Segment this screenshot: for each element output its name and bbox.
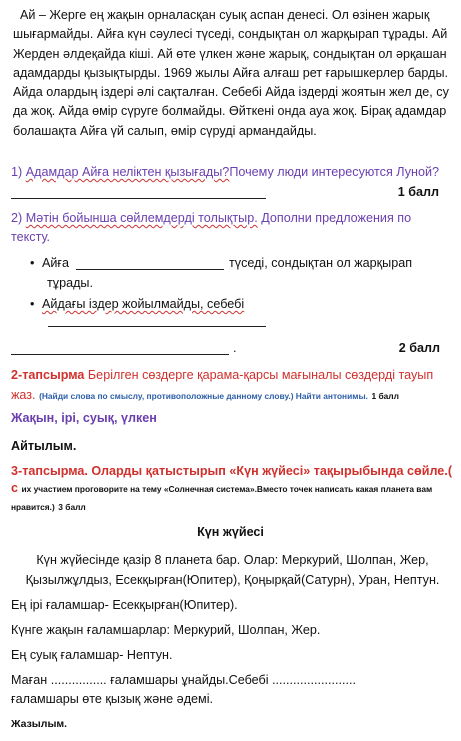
task3-p5-dots2[interactable]: ........................	[272, 673, 357, 687]
task3-p2: Ең ірі ғаламшар- Есекқырған(Юпитер).	[11, 598, 238, 612]
q1-answer-line[interactable]	[11, 185, 266, 199]
task3-label: 3-тапсырма.	[11, 464, 88, 478]
q2-bullet-1	[0, 256, 461, 276]
q2-b2-answer-line[interactable]	[48, 314, 266, 327]
task3-p5-dots1[interactable]: ................	[50, 673, 107, 687]
q2-b2-text: Айдағы іздер жойылмайды, себебі	[42, 297, 245, 311]
q2-b1-cont: тұрады.	[47, 276, 93, 290]
task3-kazakh: Оларды қатыстырып «Күн жүйесі» тақырыбында сөйле.	[91, 464, 448, 478]
task3-p5-a: Маған	[11, 673, 48, 687]
task2-heading	[11, 365, 453, 406]
task2-score: 1 балл	[371, 391, 399, 401]
q1-russian: Почему люди интересуются Луной?	[229, 165, 439, 179]
task3-p4: Ең суық ғаламшар- Нептун.	[11, 648, 173, 662]
q2-b1-answer-line[interactable]	[76, 256, 224, 270]
task3-p5-b: ғаламшары ұнайды.Себебі	[110, 673, 269, 687]
task2-words: Жақын, ірі, суық, үлкен	[11, 411, 157, 425]
task3-p1: Күн жүйесінде қазір 8 планета бар. Олар: Меркурий, Шолпан, Жер, Қызылжұлдыз, Есекқырған(Юпитер), Қоңырқай(Сатурн), Уран, Нептун.	[25, 553, 440, 587]
q2-score: 2 балл	[398, 341, 440, 355]
task3-title: Күн жүйесі	[197, 525, 264, 539]
q2-b1-start: Айға	[42, 256, 70, 270]
bullet-dot-2: •	[30, 297, 35, 311]
q1-answer-row	[11, 185, 451, 201]
q1-kazakh: Адамдар Айға неліктен қызығады?	[25, 165, 230, 179]
task2-mode: Айтылым.	[11, 439, 77, 453]
q2-kazakh: Мәтін бойынша сөйлемдерді толықтыр.	[25, 211, 258, 225]
task3-open: ( с	[11, 464, 453, 495]
intro-paragraph: Ай – Жерге ең жақын орналасқан суық аспан денесі. Ол өзінен жарық шығармайды. Айға күн сәулесі түседі, сондықтан ол жарқырап тұрады. Ай Жерден әлдеқайда кіші. Ай өте үлкен және жарық, сондықтан ол әрқашан адамдарды қызықтырды. 1969 жылы Айға алғаш рет ғарышкерлер барды. Айда олардың іздері әлі сақталған. Себебі Айда іздерді жоятын жел де, су да жоқ. Айда өмір сүруге болмайды. Өйткені онда ауа жоқ. Бірақ адамдар болашақта Айға үй салып, өмір сүруді армандайды.	[13, 8, 449, 138]
question-1	[11, 163, 453, 182]
bullet-dot-1: •	[30, 256, 35, 270]
task2-kazakh: Берілген сөздерге қарама-қарсы мағыналы сөздерді тауып жаз.	[11, 368, 434, 402]
q2-final-dot: .	[233, 341, 237, 355]
task3-heading	[11, 463, 455, 516]
q2-final-line[interactable]	[11, 341, 229, 355]
task2-russian: (Найди слова по смыслу, противоположные данному слову.) Найти антонимы.	[39, 391, 368, 401]
task3-p5	[11, 673, 461, 687]
q2-b1-end: түседі, сондықтан ол жарқырап	[229, 256, 413, 270]
task3-p6: ғаламшары өте қызық және әдемі.	[11, 692, 213, 706]
q1-number: 1)	[11, 165, 23, 179]
question-2	[11, 209, 451, 247]
q2-final-row	[0, 341, 461, 359]
task3-score: 3 балл	[58, 502, 86, 512]
task3-russian: их участием проговорите на тему «Солнечная система».Вместо точек написать какая планета вам нравится.)	[11, 484, 433, 512]
q2-number: 2)	[11, 211, 23, 225]
task3-final: Жазылым.	[11, 718, 68, 730]
q2-russian: Дополни предложения по тексту.	[11, 211, 412, 244]
task3-p3: Күнге жақын ғаламшарлар: Меркурий, Шолпан, Жер.	[11, 623, 321, 637]
q1-score: 1 балл	[397, 185, 439, 199]
task2-label: 2-тапсырма	[11, 368, 85, 382]
